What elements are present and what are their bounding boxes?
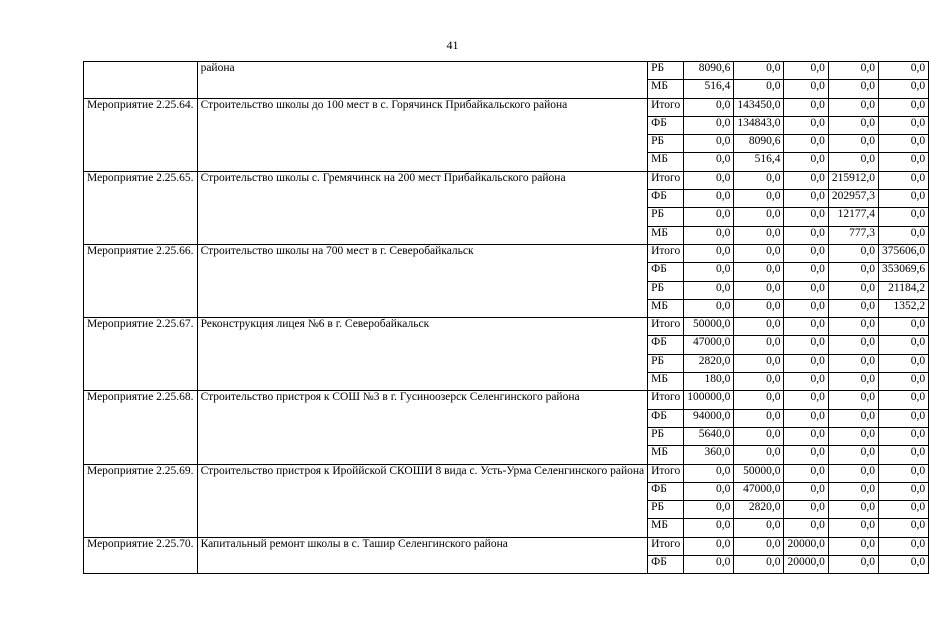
amount-cell: 0,0: [878, 171, 928, 189]
amount-cell: 8090,6: [684, 62, 734, 80]
amount-cell: 0,0: [828, 427, 878, 445]
amount-cell: 0,0: [878, 354, 928, 372]
amount-cell: 0,0: [828, 135, 878, 153]
amount-cell: 134843,0: [734, 116, 784, 134]
amount-cell: 0,0: [828, 336, 878, 354]
funding-source: МБ: [648, 153, 684, 171]
amount-cell: 8090,6: [734, 135, 784, 153]
event-description: Строительство пристроя к СОШ №3 в г. Гусиноозерск Селенгинского района: [197, 391, 648, 464]
amount-cell: 0,0: [784, 263, 828, 281]
table-row: [84, 244, 929, 262]
funding-source: РБ: [648, 135, 684, 153]
page-number: 41: [446, 38, 459, 52]
amount-cell: 20000,0: [784, 556, 828, 574]
amount-cell: 0,0: [878, 318, 928, 336]
funding-source: РБ: [648, 62, 684, 80]
amount-cell: 777,3: [828, 226, 878, 244]
amount-cell: 0,0: [784, 98, 828, 116]
amount-cell: 0,0: [828, 244, 878, 262]
amount-cell: 0,0: [878, 409, 928, 427]
event-code: Мероприятие 2.25.67.: [84, 318, 198, 391]
amount-cell: 0,0: [784, 153, 828, 171]
event-code: Мероприятие 2.25.68.: [84, 391, 198, 464]
funding-source: РБ: [648, 208, 684, 226]
amount-cell: 0,0: [878, 153, 928, 171]
amount-cell: 0,0: [828, 281, 878, 299]
amount-cell: 0,0: [684, 116, 734, 134]
amount-cell: 0,0: [784, 464, 828, 482]
table-row: [84, 318, 929, 336]
amount-cell: 0,0: [878, 116, 928, 134]
table-row: [84, 391, 929, 409]
amount-cell: 0,0: [784, 116, 828, 134]
amount-cell: 0,0: [684, 171, 734, 189]
amount-cell: 0,0: [734, 80, 784, 98]
funding-source: ФБ: [648, 409, 684, 427]
funding-source: РБ: [648, 427, 684, 445]
amount-cell: 47000,0: [684, 336, 734, 354]
amount-cell: 0,0: [828, 391, 878, 409]
amount-cell: 0,0: [828, 318, 878, 336]
amount-cell: 0,0: [684, 208, 734, 226]
amount-cell: 0,0: [684, 135, 734, 153]
amount-cell: 0,0: [828, 373, 878, 391]
amount-cell: 21184,2: [878, 281, 928, 299]
event-description: Реконструкция лицея №6 в г. Северобайкальск: [197, 318, 648, 391]
funding-source: МБ: [648, 446, 684, 464]
amount-cell: 0,0: [784, 391, 828, 409]
amount-cell: 0,0: [684, 226, 734, 244]
amount-cell: 0,0: [878, 519, 928, 537]
amount-cell: 0,0: [734, 373, 784, 391]
amount-cell: 0,0: [684, 482, 734, 500]
amount-cell: 516,4: [734, 153, 784, 171]
amount-cell: 0,0: [734, 556, 784, 574]
amount-cell: 0,0: [784, 226, 828, 244]
amount-cell: 0,0: [734, 208, 784, 226]
funding-source: МБ: [648, 373, 684, 391]
funding-source: ФБ: [648, 556, 684, 574]
amount-cell: 0,0: [828, 98, 878, 116]
amount-cell: 0,0: [878, 373, 928, 391]
amount-cell: 0,0: [828, 116, 878, 134]
amount-cell: 1352,2: [878, 299, 928, 317]
amount-cell: 0,0: [734, 171, 784, 189]
event-description: Строительство школы до 100 мест в с. Горячинск Прибайкальского района: [197, 98, 648, 171]
amount-cell: 0,0: [878, 336, 928, 354]
table-row: [84, 537, 929, 555]
amount-cell: 0,0: [878, 391, 928, 409]
amount-cell: 0,0: [684, 153, 734, 171]
amount-cell: 12177,4: [828, 208, 878, 226]
amount-cell: 0,0: [784, 427, 828, 445]
amount-cell: 0,0: [828, 299, 878, 317]
funding-source: Итого: [648, 464, 684, 482]
amount-cell: 0,0: [684, 190, 734, 208]
amount-cell: 0,0: [684, 556, 734, 574]
funding-source: МБ: [648, 299, 684, 317]
amount-cell: 0,0: [878, 98, 928, 116]
amount-cell: 50000,0: [734, 464, 784, 482]
event-description: Строительство пристроя к Ироййской СКОШИ 8 вида с. Усть-Урма Селенгинского района: [197, 464, 648, 537]
amount-cell: 0,0: [828, 263, 878, 281]
amount-cell: 0,0: [784, 446, 828, 464]
event-code: Мероприятие 2.25.65.: [84, 171, 198, 244]
amount-cell: 50000,0: [684, 318, 734, 336]
amount-cell: 0,0: [734, 263, 784, 281]
amount-cell: 0,0: [784, 171, 828, 189]
amount-cell: 0,0: [828, 62, 878, 80]
amount-cell: 0,0: [734, 537, 784, 555]
amount-cell: 0,0: [828, 464, 878, 482]
amount-cell: 0,0: [734, 299, 784, 317]
table-row: [84, 464, 929, 482]
event-description: района: [197, 62, 648, 99]
funding-source: МБ: [648, 519, 684, 537]
amount-cell: 0,0: [878, 135, 928, 153]
amount-cell: 0,0: [878, 556, 928, 574]
amount-cell: 0,0: [684, 281, 734, 299]
table-row: [84, 98, 929, 116]
amount-cell: 20000,0: [784, 537, 828, 555]
budget-table: [83, 61, 929, 574]
event-code: Мероприятие 2.25.66.: [84, 244, 198, 317]
funding-source: РБ: [648, 281, 684, 299]
funding-source: Итого: [648, 318, 684, 336]
amount-cell: 0,0: [734, 519, 784, 537]
amount-cell: 0,0: [784, 409, 828, 427]
amount-cell: 0,0: [734, 354, 784, 372]
amount-cell: 0,0: [828, 409, 878, 427]
amount-cell: 0,0: [734, 336, 784, 354]
amount-cell: 2820,0: [684, 354, 734, 372]
amount-cell: 0,0: [734, 281, 784, 299]
amount-cell: 0,0: [734, 409, 784, 427]
amount-cell: 0,0: [784, 190, 828, 208]
amount-cell: 0,0: [734, 62, 784, 80]
event-code: Мероприятие 2.25.70.: [84, 537, 198, 574]
amount-cell: 0,0: [784, 519, 828, 537]
amount-cell: 0,0: [828, 153, 878, 171]
amount-cell: 0,0: [734, 190, 784, 208]
funding-source: Итого: [648, 537, 684, 555]
amount-cell: 0,0: [784, 281, 828, 299]
amount-cell: 0,0: [784, 354, 828, 372]
amount-cell: 0,0: [828, 519, 878, 537]
event-description: Строительство школы на 700 мест в г. Северобайкальск: [197, 244, 648, 317]
amount-cell: 0,0: [878, 446, 928, 464]
funding-source: МБ: [648, 226, 684, 244]
amount-cell: 0,0: [784, 501, 828, 519]
table-row: [84, 171, 929, 189]
funding-source: Итого: [648, 244, 684, 262]
event-description: Строительство школы с. Гремячинск на 200 мест Прибайкальского района: [197, 171, 648, 244]
event-description: Капитальный ремонт школы в с. Ташир Селенгинского района: [197, 537, 648, 574]
amount-cell: 0,0: [828, 446, 878, 464]
amount-cell: 0,0: [784, 62, 828, 80]
amount-cell: 0,0: [828, 354, 878, 372]
amount-cell: 143450,0: [734, 98, 784, 116]
funding-source: РБ: [648, 501, 684, 519]
amount-cell: 2820,0: [734, 501, 784, 519]
amount-cell: 180,0: [684, 373, 734, 391]
amount-cell: 0,0: [784, 244, 828, 262]
amount-cell: 0,0: [734, 226, 784, 244]
amount-cell: 0,0: [878, 482, 928, 500]
amount-cell: 516,4: [684, 80, 734, 98]
event-code: Мероприятие 2.25.69.: [84, 464, 198, 537]
amount-cell: 0,0: [684, 537, 734, 555]
amount-cell: 0,0: [684, 244, 734, 262]
amount-cell: 0,0: [734, 391, 784, 409]
funding-source: ФБ: [648, 116, 684, 134]
funding-source: Итого: [648, 171, 684, 189]
amount-cell: 0,0: [878, 464, 928, 482]
amount-cell: 0,0: [878, 62, 928, 80]
amount-cell: 0,0: [784, 336, 828, 354]
amount-cell: 0,0: [784, 208, 828, 226]
event-code: Мероприятие 2.25.64.: [84, 98, 198, 171]
amount-cell: 0,0: [878, 190, 928, 208]
amount-cell: 202957,3: [828, 190, 878, 208]
amount-cell: 0,0: [828, 501, 878, 519]
amount-cell: 0,0: [684, 501, 734, 519]
amount-cell: 0,0: [734, 446, 784, 464]
amount-cell: 0,0: [784, 482, 828, 500]
funding-source: МБ: [648, 80, 684, 98]
amount-cell: 0,0: [784, 318, 828, 336]
amount-cell: 0,0: [878, 226, 928, 244]
amount-cell: 0,0: [878, 208, 928, 226]
amount-cell: 0,0: [784, 135, 828, 153]
funding-source: ФБ: [648, 263, 684, 281]
amount-cell: 47000,0: [734, 482, 784, 500]
amount-cell: 353069,6: [878, 263, 928, 281]
funding-source: ФБ: [648, 336, 684, 354]
amount-cell: 5640,0: [684, 427, 734, 445]
amount-cell: 0,0: [828, 80, 878, 98]
amount-cell: 0,0: [734, 427, 784, 445]
funding-source: ФБ: [648, 190, 684, 208]
funding-source: Итого: [648, 391, 684, 409]
budget-table-body: [84, 62, 929, 574]
amount-cell: 0,0: [684, 263, 734, 281]
amount-cell: 100000,0: [684, 391, 734, 409]
amount-cell: 375606,0: [878, 244, 928, 262]
amount-cell: 0,0: [784, 373, 828, 391]
amount-cell: 0,0: [734, 244, 784, 262]
table-row: [84, 62, 929, 80]
amount-cell: 0,0: [784, 299, 828, 317]
amount-cell: 0,0: [684, 299, 734, 317]
amount-cell: 0,0: [878, 537, 928, 555]
event-code-empty: [84, 62, 198, 99]
amount-cell: 0,0: [684, 98, 734, 116]
amount-cell: 0,0: [878, 427, 928, 445]
amount-cell: 94000,0: [684, 409, 734, 427]
funding-source: РБ: [648, 354, 684, 372]
amount-cell: 0,0: [878, 80, 928, 98]
amount-cell: 215912,0: [828, 171, 878, 189]
funding-source: ФБ: [648, 482, 684, 500]
amount-cell: 0,0: [878, 501, 928, 519]
amount-cell: 0,0: [828, 482, 878, 500]
amount-cell: 0,0: [684, 519, 734, 537]
amount-cell: 0,0: [828, 537, 878, 555]
amount-cell: 0,0: [684, 464, 734, 482]
amount-cell: 0,0: [784, 80, 828, 98]
amount-cell: 360,0: [684, 446, 734, 464]
funding-source: Итого: [648, 98, 684, 116]
amount-cell: 0,0: [828, 556, 878, 574]
amount-cell: 0,0: [734, 318, 784, 336]
